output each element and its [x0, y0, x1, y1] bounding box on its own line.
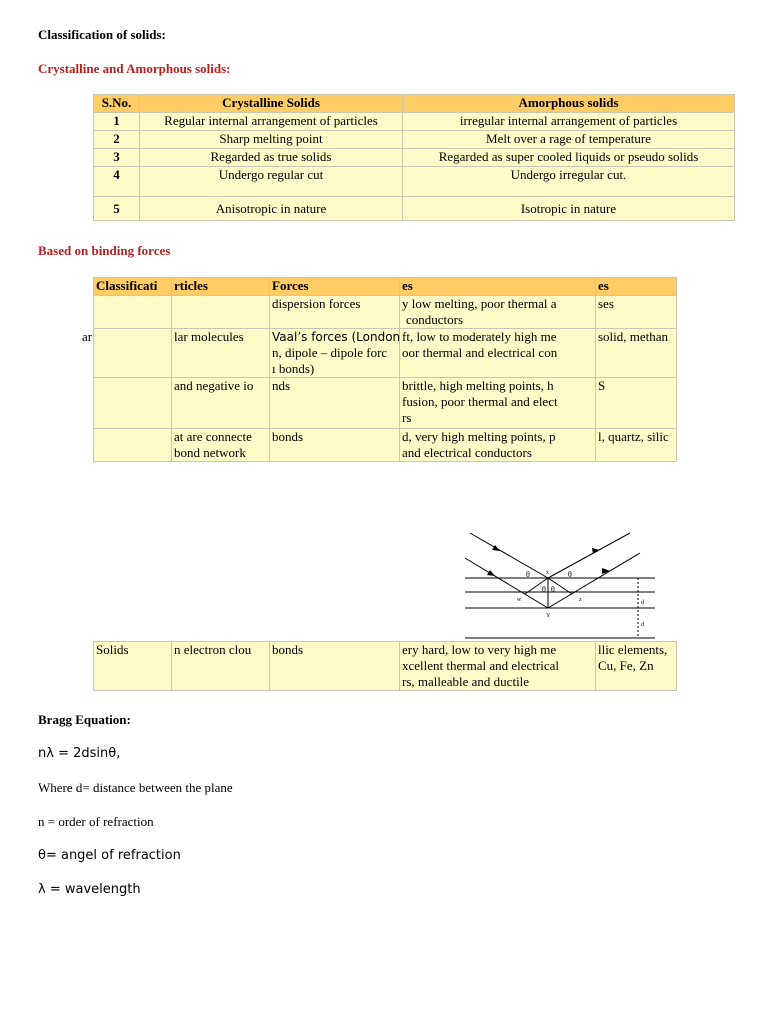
cell-line: ı bonds) [272, 361, 315, 376]
cell-properties [400, 296, 596, 329]
cell-crystalline: Regular internal arrangement of particles [140, 113, 403, 131]
cell-sno: 5 [94, 197, 140, 221]
cell-classification [94, 429, 172, 462]
cell-examples: solid, methan [596, 329, 677, 378]
crystalline-amorphous-table [93, 94, 735, 221]
bragg-lambda-definition: λ = wavelength [38, 882, 141, 897]
cell-sno: 4 [94, 167, 140, 197]
table-row [94, 197, 735, 221]
cell-particles [172, 329, 270, 378]
bragg-theta-definition: θ= angel of refraction [38, 848, 181, 863]
cell-crystalline: Undergo regular cut [140, 167, 403, 197]
cell-crystalline: Anisotropic in nature [140, 197, 403, 221]
cell-line: ft, low to moderately high me [402, 329, 557, 344]
cell-particles: n electron clou [172, 642, 270, 691]
cell-properties [400, 429, 596, 462]
table-header-row [94, 278, 677, 296]
label-d: d [641, 600, 644, 606]
cell-properties [400, 329, 596, 378]
cell-line: n, dipole – dipole forc [272, 345, 388, 360]
cell-amorphous: irregular internal arrangement of particles [403, 113, 735, 131]
label-theta: θ [551, 585, 555, 594]
reflected-ray-2 [548, 553, 640, 608]
section-title-classification: Classification of solids: [38, 27, 166, 42]
cell-classification [94, 296, 172, 329]
label-theta: θ [568, 570, 572, 579]
table-row [94, 642, 677, 691]
metallic-solids-row-table [93, 641, 677, 691]
cell-forces: nds [270, 378, 400, 429]
cell-line: llic elements, [598, 642, 668, 657]
label-theta: θ [526, 570, 530, 579]
table-row [94, 429, 677, 462]
cell-amorphous: Regarded as super cooled liquids or pseudo solids [403, 149, 735, 167]
header-classification: Classificati [94, 278, 172, 296]
arrow-head [487, 570, 495, 576]
cell-forces: bonds [270, 429, 400, 462]
cell-sno: 1 [94, 113, 140, 131]
table-row [94, 113, 735, 131]
cell-line: ar [82, 329, 93, 344]
bragg-where-d: Where d= distance between the plane [38, 780, 233, 795]
cell-particles: and negative io [172, 378, 270, 429]
cell-properties [400, 642, 596, 691]
cell-line: rs, malleable and ductile [402, 674, 530, 689]
cell-examples: ses [596, 296, 677, 329]
cell-amorphous: Melt over a rage of temperature [403, 131, 735, 149]
label-w: w [517, 597, 522, 603]
bragg-equation: nλ = 2dsinθ, [38, 746, 121, 761]
cell-line: oor thermal and electrical con [402, 345, 558, 360]
cell-particles [172, 296, 270, 329]
header-crystalline: Crystalline Solids [140, 95, 403, 113]
cell-forces: bonds [270, 642, 400, 691]
header-properties: es [400, 278, 596, 296]
cell-line: d, very high melting points, p [402, 429, 556, 444]
cell-amorphous: Isotropic in nature [403, 197, 735, 221]
cell-line: y low melting, poor thermal a [402, 296, 557, 311]
cell-line: ery hard, low to very high me [402, 642, 557, 657]
table-header-row [94, 95, 735, 113]
cell-sno: 3 [94, 149, 140, 167]
header-sno: S.No. [94, 95, 140, 113]
cell-line: conductors [406, 312, 464, 327]
binding-forces-table [82, 277, 677, 462]
bragg-diffraction-diagram [460, 528, 660, 640]
cell-line: xcellent thermal and electrical [402, 658, 559, 673]
cell-line: at are connecte [174, 429, 252, 444]
header-amorphous: Amorphous solids [403, 95, 735, 113]
cell-crystalline: Regarded as true solids [140, 149, 403, 167]
cell-classification: Solids [94, 642, 172, 691]
arrow-head [592, 548, 600, 554]
cell-particles [172, 429, 270, 462]
incident-ray-2 [465, 558, 548, 608]
cell-examples: l, quartz, silic [596, 429, 677, 462]
cell-line: fusion, poor thermal and elect [402, 394, 558, 409]
table-row [94, 131, 735, 149]
cell-forces [270, 329, 400, 378]
table-row [94, 378, 677, 429]
reflected-ray-1 [548, 533, 630, 578]
cell-forces: dispersion forces [270, 296, 400, 329]
cell-line: rs [402, 410, 412, 425]
table-row [94, 296, 677, 329]
cell-line: brittle, high melting points, h [402, 378, 554, 393]
label-theta: θ [542, 585, 546, 594]
section-title-crystalline-amorphous: Crystalline and Amorphous solids: [38, 61, 231, 76]
cell-line: Vaal’s forces (London [272, 330, 401, 344]
cell-properties [400, 378, 596, 429]
cell-line: lar molecules [174, 329, 244, 344]
section-title-binding-forces: Based on binding forces [38, 243, 171, 258]
cell-crystalline: Sharp melting point [140, 131, 403, 149]
header-particles: rticles [172, 278, 270, 296]
cell-classification [94, 378, 172, 429]
cell-line: and electrical conductors [402, 445, 532, 460]
cell-sno: 2 [94, 131, 140, 149]
cell-line: Cu, Fe, Zn [598, 658, 654, 673]
header-examples: es [596, 278, 677, 296]
header-forces: Forces [270, 278, 400, 296]
incident-ray-1 [470, 533, 548, 578]
cell-amorphous: Undergo irregular cut. [403, 167, 735, 197]
label-y: Y [546, 613, 551, 619]
cell-examples [596, 642, 677, 691]
cell-line: bond network [174, 445, 246, 460]
label-x: x [546, 570, 549, 576]
table-row [94, 167, 735, 197]
label-z: z [579, 597, 582, 603]
table-row [94, 329, 677, 378]
cell-examples: S [596, 378, 677, 429]
label-d: d [641, 622, 644, 628]
bragg-n-definition: n = order of refraction [38, 814, 154, 829]
table-row [94, 149, 735, 167]
cell-classification [82, 329, 172, 378]
section-title-bragg: Bragg Equation: [38, 712, 131, 727]
